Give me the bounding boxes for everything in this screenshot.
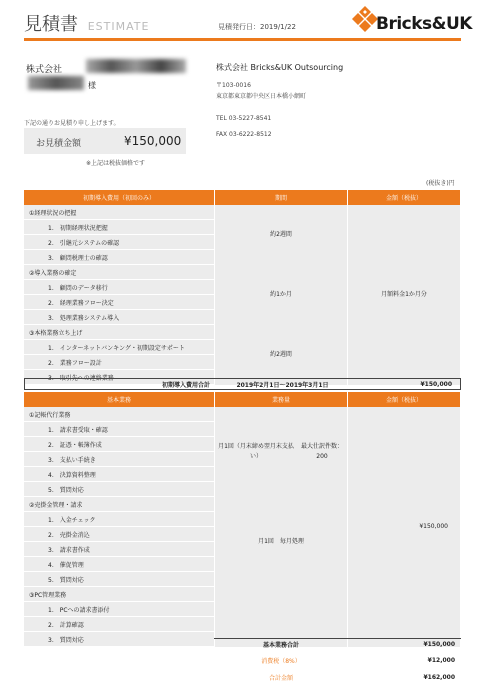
volume-cell [215,407,348,497]
title-ja: 見積書 [24,14,78,35]
header-cell: 業務量 [215,392,348,407]
header-cell: 金額（税抜） [348,190,461,205]
amount-cell-text: ¥150,000 [419,523,448,530]
amount-cell [348,407,461,647]
period-cell [215,265,348,325]
row-label: 2. 引継元システムの確認 [24,235,215,250]
client-name-prefix: 株式会社 [26,65,63,75]
row-label: ②売掛金管理・請求 [24,497,215,512]
issue-date: 見積発行日：2019/1/22 [218,23,296,31]
amount-cell-text: 月額料金1か月分 [381,291,427,298]
volume-cell-text: 最大仕訳件数：200 [301,443,344,460]
volume-cell-text: 月1回 毎月処理 [258,538,304,545]
tax-amount: ¥12,000 [427,656,455,664]
row-label: 2. 業務フロー設計 [24,355,215,370]
row-label: 1. 請求書受取・確認 [24,422,215,437]
company-postal: 〒103-0016 [216,82,251,89]
tax-note: ※上記は税抜価格です [86,160,146,167]
row-label: 1. インターネットバンキング・初期設定サポート [24,340,215,355]
company-name: 株式会社 Bricks&UK Outsourcing [216,63,344,72]
row-label: ①記帳代行業務 [24,407,215,422]
row-label: 4. 催促管理 [24,557,215,572]
redacted-client-name [86,59,186,73]
logo-text: Bricks&UK [376,14,472,34]
row-label: 2. 経理業務フロー決定 [24,295,215,310]
header-divider [24,38,461,41]
row-label: 3. 顧問税理士の確認 [24,250,215,265]
grand-total-label: 合計金額 [268,674,293,682]
estimate-total-amount: ¥150,000 [124,134,182,148]
grand-total-amount: ¥162,000 [423,673,455,681]
company-fax: FAX 03-6222-8512 [216,131,272,138]
period-cell-text: 約1か月 [270,291,292,298]
row-label: 3. 請求書作成 [24,542,215,557]
row-label: 2. 計算確認 [24,617,215,632]
period-cell-text: 約2週間 [270,351,292,358]
volume-cell [215,497,348,587]
estimate-total-label: お見積金額 [36,139,82,149]
row-label: 5. 質問対応 [24,482,215,497]
row-label: 1. 初期経理状況把握 [24,220,215,235]
row-label: 5. 質問対応 [24,572,215,587]
row-label: 3. 支払い手続き [24,452,215,467]
basic-service-table [24,392,461,647]
header-cell: 金額（税抜） [348,392,461,407]
basic-subtotal-label: 基本業務合計 [262,642,299,649]
basic-subtotal-row [214,638,461,650]
initial-cost-table [24,190,461,385]
row-label: 3. 処理業務システム導入 [24,310,215,325]
row-label: ②導入業務の確定 [24,265,215,280]
redacted-client-name-2 [28,76,84,90]
initial-subtotal-row [24,378,461,390]
subtotal-amount: ¥150,000 [420,380,452,388]
row-label: 2. 売掛金消込 [24,527,215,542]
estimate-total-box [24,128,186,154]
row-label: ③PC管理業務 [24,587,215,602]
volume-cell-text: 月1回（月末締め翌月末支払い） [218,443,294,460]
company-address: 東京都東京都中央区日本橋小網町 [216,93,307,100]
bricks-logo-icon [352,6,378,36]
client-honorific: 様 [88,81,96,90]
tax-label: 消費税（8%） [261,657,301,665]
row-label: ①経理状況の把握 [24,205,215,220]
grand-total-row [214,671,461,683]
header-cell: 初期導入費用（初回のみ） [24,190,215,205]
title-en: ESTIMATE [87,20,150,33]
tax-row [214,654,461,666]
header-cell: 期間 [215,190,348,205]
row-label: 1. 顧問のデータ移行 [24,280,215,295]
row-label: 1. PCへの請求書添付 [24,602,215,617]
row-label: 3. 質問対応 [24,632,215,647]
unit-label: (税抜き)円 [426,180,455,187]
row-label: 2. 証憑・帳簿作成 [24,437,215,452]
period-cell-text: 約2週間 [270,231,292,238]
greeting-text: 下記の通りお見積り申し上げます。 [24,120,120,127]
period-cell [215,325,348,385]
row-label: 3. 取引先への連絡業務 [24,370,215,385]
header-cell: 基本業務 [24,392,215,407]
subtotal-label: 初期導入費用合計 [161,381,210,389]
amount-cell [348,205,461,385]
subtotal-period: 2019年2月1日～2019年3月1日 [236,381,329,389]
row-label: 1. 入金チェック [24,512,215,527]
period-cell [215,205,348,265]
company-tel: TEL 03-5227-8541 [216,115,272,122]
basic-subtotal-amount: ¥150,000 [423,641,455,648]
row-label: ③本格業務立ち上げ [24,325,215,340]
company-logo [352,6,472,40]
row-label: 4. 決算資料整理 [24,467,215,482]
document-title [24,10,149,36]
